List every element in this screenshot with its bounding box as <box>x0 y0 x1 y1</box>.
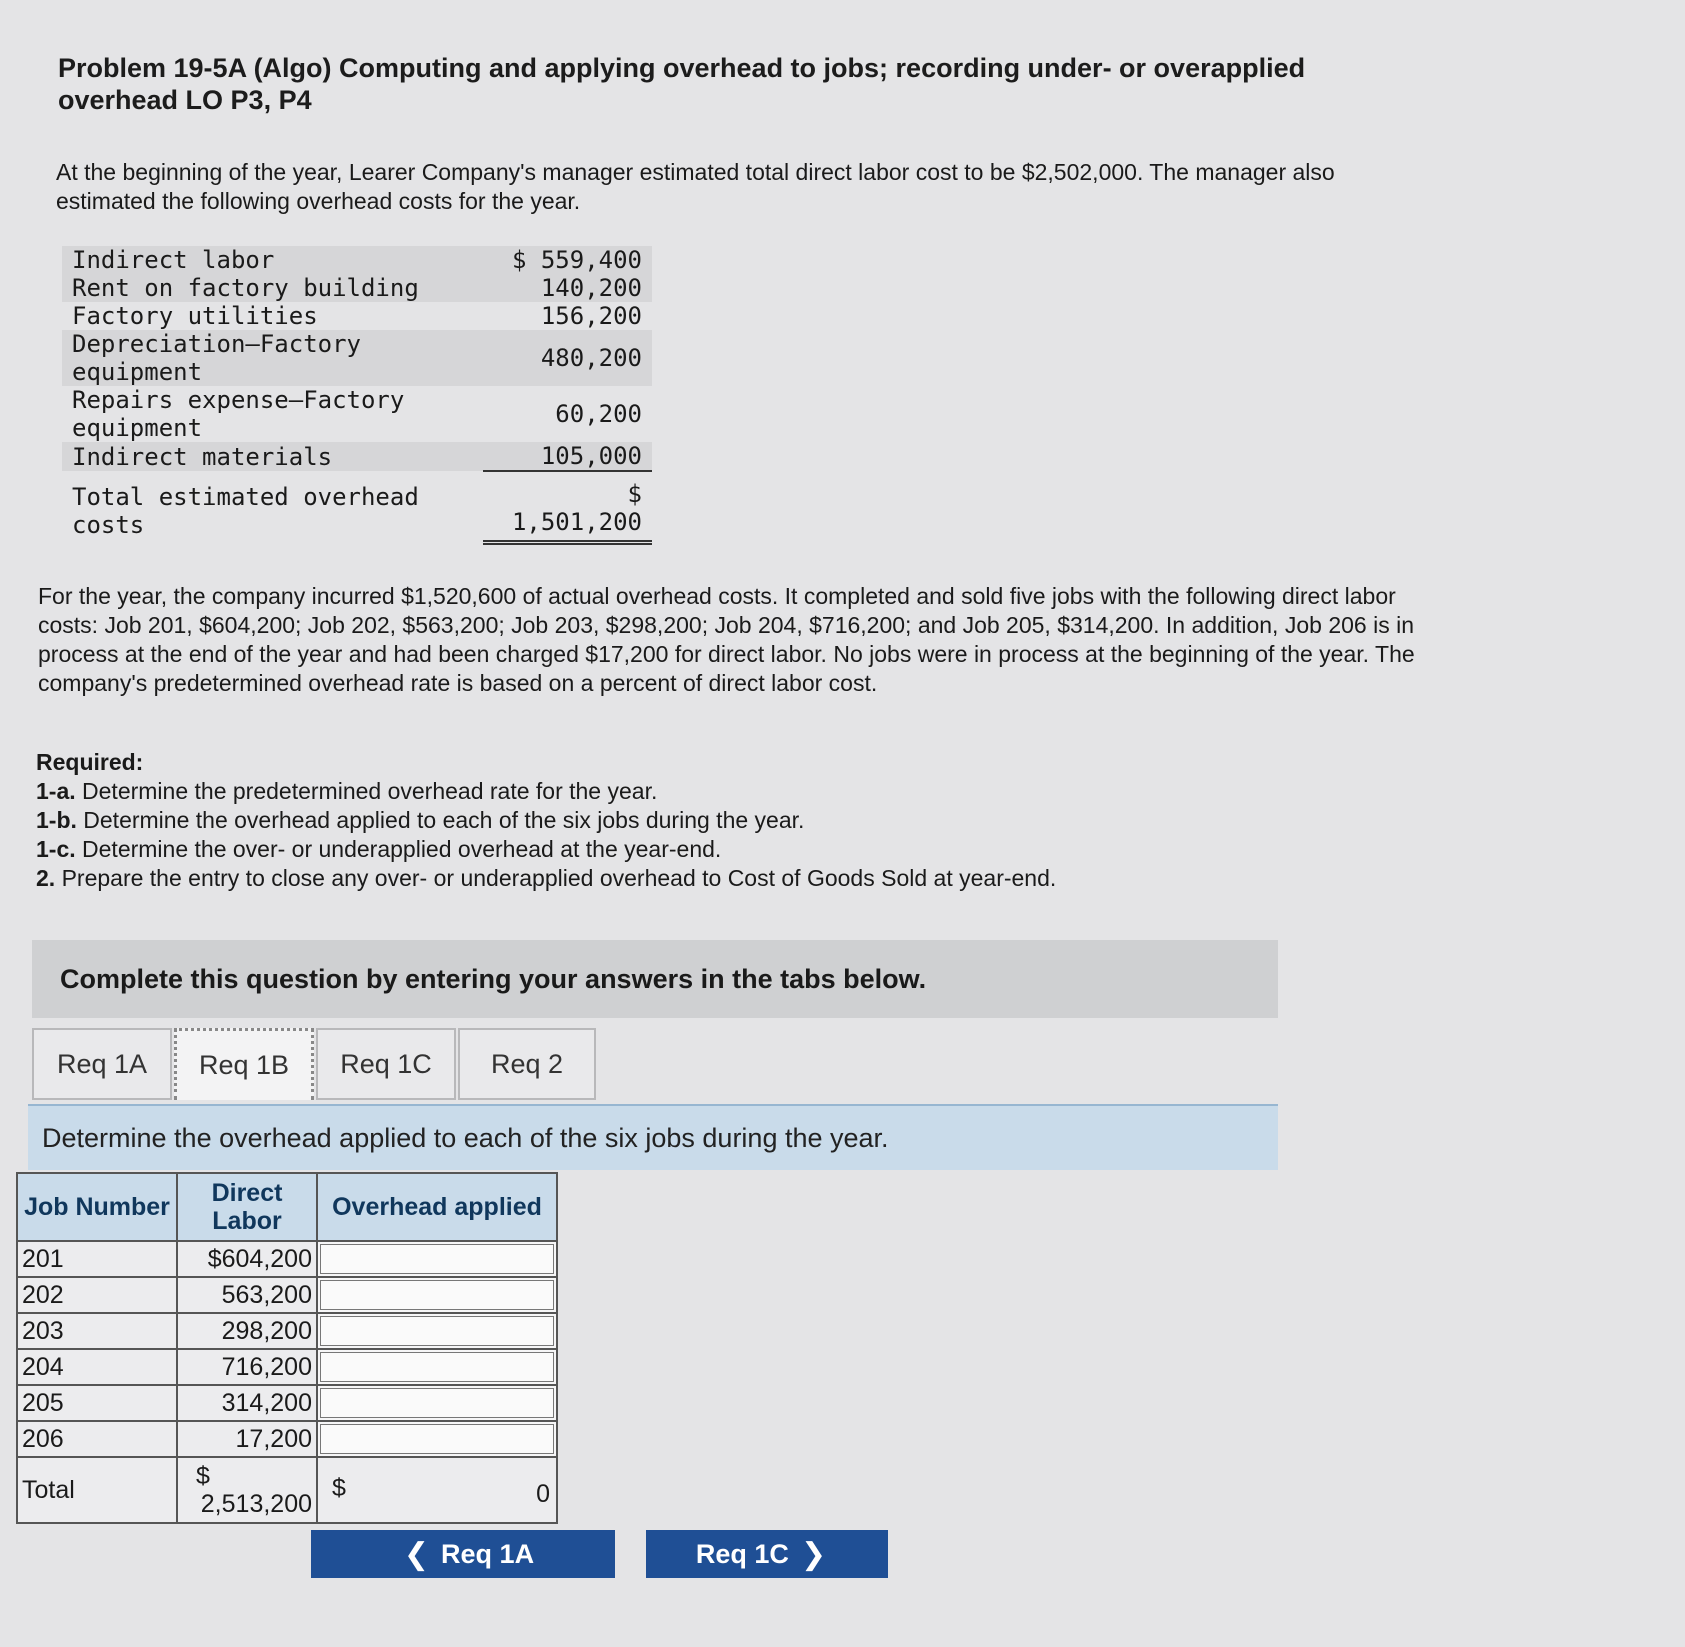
tab-req-1c[interactable]: Req 1C <box>316 1028 456 1100</box>
job-number-cell: 204 <box>17 1349 177 1385</box>
cost-label: Rent on factory building <box>62 274 483 302</box>
required-item-text: Determine the overhead applied to each of the six jobs during the year. <box>83 807 805 833</box>
cost-label: Factory utilities <box>72 302 318 330</box>
job-number-cell: 203 <box>17 1313 177 1349</box>
total-overhead-symbol: $ <box>332 1474 346 1502</box>
direct-labor-cell: $604,200 <box>177 1241 317 1277</box>
cost-label: Repairs expense—Factory equipment <box>72 386 405 442</box>
table-header-row <box>17 1173 557 1241</box>
header-job-number: Job Number <box>17 1173 177 1241</box>
tab-instruction <box>28 1104 1278 1170</box>
job-number-cell: 201 <box>17 1241 177 1277</box>
required-item <box>36 864 1336 893</box>
requirement-tabs <box>32 1028 598 1102</box>
overhead-applied-input[interactable] <box>320 1352 554 1382</box>
table-total-row <box>17 1457 557 1523</box>
cost-total-label: Total estimated overhead costs <box>72 482 419 539</box>
required-heading: Required: <box>36 749 144 775</box>
header-overhead-applied: Overhead applied <box>317 1173 557 1241</box>
cost-label: Indirect materials <box>62 442 483 471</box>
direct-labor-cell: 298,200 <box>177 1313 317 1349</box>
cost-row <box>62 386 652 442</box>
required-item <box>36 806 1336 835</box>
cost-label: Indirect labor <box>62 246 483 274</box>
overhead-applied-input-cell <box>317 1277 557 1313</box>
actual-costs-text: For the year, the company incurred $1,520,600 of actual overhead costs. It completed and sold five jobs with the following direct labor costs: Job 201, $604,200; Job 202, $563,200; Job 203, $298,200; Job 204, $716,200; and Job 205, $314,200. In addition, Job 206 is in process at the end of the year and had been charged $17,200 for direct labor. No jobs were in process at the beginning of the year. The company's predetermined overhead rate is based on a percent of direct labor cost. <box>38 583 1415 696</box>
chevron-right-icon: ❯ <box>800 1537 827 1571</box>
required-item-text: Prepare the entry to close any over- or underapplied overhead to Cost of Goods Sold at year-end. <box>61 865 1057 891</box>
overhead-applied-input[interactable] <box>320 1316 554 1346</box>
cost-amount: $ 559,400 <box>483 246 652 274</box>
job-number-cell: 205 <box>17 1385 177 1421</box>
next-req-1c-button[interactable] <box>646 1530 888 1578</box>
cost-row <box>62 442 652 471</box>
required-item <box>36 835 1336 864</box>
overhead-applied-input[interactable] <box>320 1244 554 1274</box>
instruction-text: Determine the overhead applied to each of the six jobs during the year. <box>42 1122 889 1153</box>
required-item-text: Determine the over- or underapplied overhead at the year-end. <box>82 836 722 862</box>
cost-total-symbol: $ <box>627 480 642 508</box>
overhead-applied-input[interactable] <box>320 1388 554 1418</box>
total-overhead-applied <box>317 1457 557 1523</box>
overhead-cost-table <box>62 246 652 545</box>
cost-total-value: 1,501,200 <box>511 508 642 536</box>
prev-req-1a-button[interactable] <box>311 1530 615 1578</box>
job-number-cell: 206 <box>17 1421 177 1457</box>
header-direct-labor: Direct Labor <box>177 1173 317 1241</box>
direct-labor-cell: 716,200 <box>177 1349 317 1385</box>
required-item-key: 1-a. <box>36 778 76 804</box>
required-item-text: Determine the predetermined overhead rate for the year. <box>82 778 658 804</box>
cost-amount: 105,000 <box>483 442 652 471</box>
complete-prompt-banner <box>32 940 1278 1018</box>
cost-row <box>62 274 652 302</box>
overhead-applied-input-cell <box>317 1385 557 1421</box>
job-number-cell: 202 <box>17 1277 177 1313</box>
overhead-applied-input[interactable] <box>320 1424 554 1454</box>
overhead-applied-input-cell <box>317 1241 557 1277</box>
table-row <box>17 1421 557 1457</box>
table-row <box>17 1349 557 1385</box>
required-section <box>36 748 1336 893</box>
required-item <box>36 777 1336 806</box>
table-row <box>17 1241 557 1277</box>
table-row <box>17 1313 557 1349</box>
next-button-label: Req 1C <box>695 1538 789 1569</box>
direct-labor-cell: 314,200 <box>177 1385 317 1421</box>
total-direct-labor-symbol: $ <box>196 1462 210 1490</box>
overhead-applied-input-cell <box>317 1349 557 1385</box>
direct-labor-cell: 17,200 <box>177 1421 317 1457</box>
direct-labor-cell: 563,200 <box>177 1277 317 1313</box>
tab-req-1a[interactable]: Req 1A <box>32 1028 172 1100</box>
table-row <box>17 1277 557 1313</box>
prev-button-label: Req 1A <box>441 1538 535 1569</box>
cost-label: Depreciation—Factory equipment <box>62 330 483 386</box>
overhead-applied-table <box>16 1172 558 1524</box>
total-overhead-value: 0 <box>536 1480 550 1508</box>
chevron-left-icon: ❮ <box>403 1537 430 1571</box>
problem-intro: At the beginning of the year, Learer Company's manager estimated total direct labor cost to be $2,502,000. The manager also estimated the following overhead costs for the year. <box>56 159 1335 214</box>
required-item-key: 2. <box>36 865 56 891</box>
required-item-key: 1-c. <box>36 836 76 862</box>
total-direct-labor-value: 2,513,200 <box>200 1490 312 1518</box>
cost-total-row <box>62 471 652 543</box>
table-row <box>17 1385 557 1421</box>
cost-amount: 140,200 <box>483 274 652 302</box>
cost-amount: 480,200 <box>483 330 652 386</box>
complete-prompt-text: Complete this question by entering your answers in the tabs below. <box>60 963 927 994</box>
total-direct-labor <box>177 1457 317 1523</box>
tab-req-2[interactable]: Req 2 <box>458 1028 596 1100</box>
cost-row <box>62 302 652 330</box>
overhead-applied-input-cell <box>317 1421 557 1457</box>
cost-row <box>62 330 652 386</box>
total-label: Total <box>17 1457 177 1523</box>
overhead-applied-input[interactable] <box>320 1280 554 1310</box>
problem-title: Problem 19-5A (Algo) Computing and applying overhead to jobs; recording under- or overapplied overhead LO P3, P4 <box>58 53 1306 115</box>
required-item-key: 1-b. <box>36 807 77 833</box>
overhead-applied-input-cell <box>317 1313 557 1349</box>
cost-total-amount <box>483 471 652 543</box>
cost-amount: 60,200 <box>555 400 642 428</box>
cost-amount: 156,200 <box>540 302 642 330</box>
cost-row <box>62 246 652 274</box>
tab-req-1b[interactable]: Req 1B <box>174 1028 314 1100</box>
